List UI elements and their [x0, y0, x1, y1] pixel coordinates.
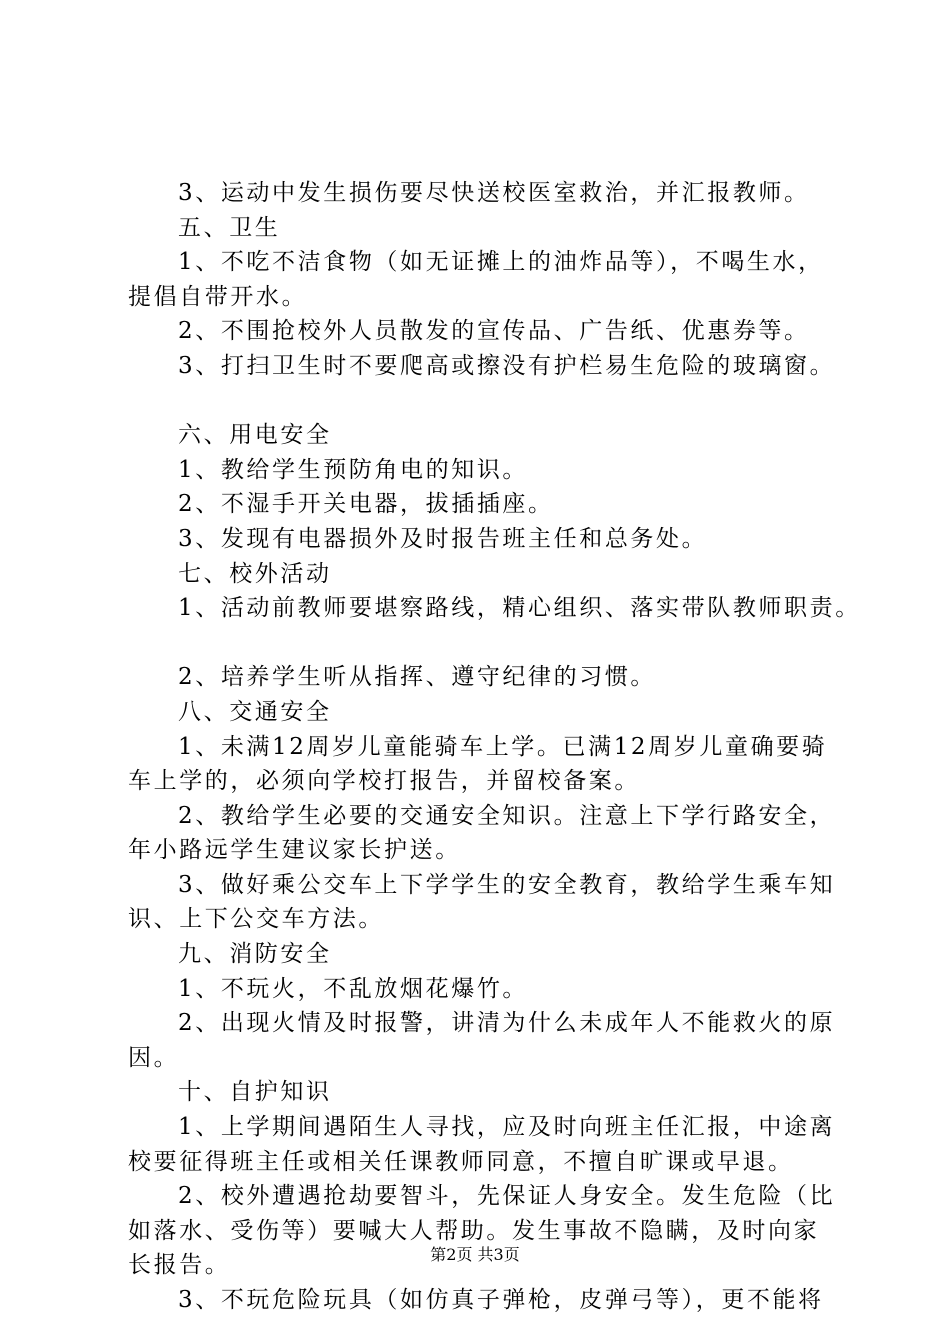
paragraph-line: 1、不玩火，不乱放烟花爆竹。	[178, 975, 529, 1002]
paragraph-line: 1、教给学生预防角电的知识。	[178, 456, 529, 483]
paragraph-line: 1、未满12周岁儿童能骑车上学。已满12周岁儿童确要骑	[178, 733, 828, 760]
paragraph-line: 如落水、受伤等）要喊大人帮助。发生事故不隐瞒，及时向家	[128, 1217, 820, 1244]
paragraph-line: 年小路远学生建议家长护送。	[128, 837, 461, 864]
page-footer: 第2页 共3页	[430, 1245, 520, 1264]
paragraph-line: 1、活动前教师要堪察路线，精心组织、落实带队教师职责。	[178, 595, 861, 622]
paragraph-line: 十、自护知识	[178, 1079, 332, 1106]
paragraph-line: 1、不吃不洁食物（如无证摊上的油炸品等），不喝生水，	[178, 249, 824, 276]
paragraph-line: 2、校外遭遇抢劫要智斗，先保证人身安全。发生危险（比	[178, 1183, 836, 1210]
paragraph-line: 五、卫生	[178, 214, 281, 241]
paragraph-line: 3、不玩危险玩具（如仿真子弹枪，皮弹弓等），更不能将	[178, 1287, 824, 1313]
paragraph-line: 提倡自带开水。	[128, 283, 308, 310]
paragraph-line: 六、用电安全	[178, 422, 332, 449]
blank-line	[128, 384, 828, 419]
paragraph-line: 九、消防安全	[178, 941, 332, 968]
paragraph-line: 因。	[128, 1044, 180, 1071]
paragraph-line: 八、交通安全	[178, 698, 332, 725]
paragraph-line: 识、上下公交车方法。	[128, 906, 384, 933]
paragraph-line: 3、发现有电器损外及时报告班主任和总务处。	[178, 525, 708, 552]
paragraph-line: 2、不湿手开关电器，拔插插座。	[178, 491, 554, 518]
paragraph-line: 2、不围抢校外人员散发的宣传品、广告纸、优惠券等。	[178, 318, 810, 345]
document-body	[128, 176, 861, 1318]
paragraph-line: 3、做好乘公交车上下学学生的安全教育，教给学生乘车知	[178, 871, 836, 898]
blank-line	[128, 626, 828, 661]
paragraph-line: 3、运动中发生损伤要尽快送校医室救治，并汇报教师。	[178, 180, 810, 206]
paragraph-line: 2、出现火情及时报警，讲清为什么未成年人不能救火的原	[178, 1010, 836, 1037]
paragraph-line: 2、教给学生必要的交通安全知识。注意上下学行路安全，	[178, 802, 836, 829]
paragraph-line: 长报告。	[128, 1252, 231, 1279]
paragraph-line: 3、打扫卫生时不要爬高或擦没有护栏易生危险的玻璃窗。	[178, 352, 836, 379]
paragraph-line: 七、校外活动	[178, 560, 332, 587]
paragraph-line: 2、培养学生听从指挥、遵守纪律的习惯。	[178, 664, 657, 691]
paragraph-line: 1、上学期间遇陌生人寻找，应及时向班主任汇报，中途离	[178, 1114, 836, 1141]
paragraph-line: 校要征得班主任或相关任课教师同意，不擅自旷课或早退。	[128, 1148, 794, 1175]
paragraph-line: 车上学的，必须向学校打报告，并留校备案。	[128, 768, 640, 795]
